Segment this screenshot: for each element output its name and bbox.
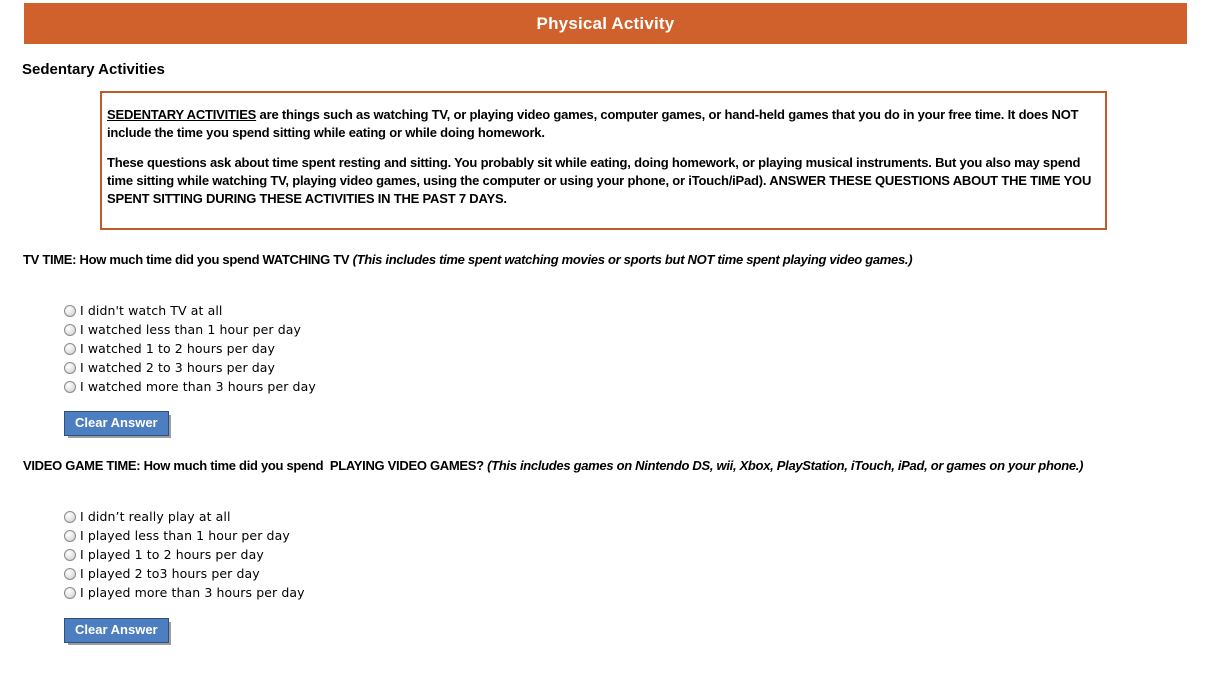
radio-option-row	[64, 358, 1214, 377]
radio-button-icon[interactable]	[64, 305, 76, 317]
radio-button-icon[interactable]	[64, 511, 76, 523]
radio-button-icon[interactable]	[64, 362, 76, 374]
instructions-paragraph-2: These questions ask about time spent resting and sitting. You probably sit while eating, doing homework, or playing musical instruments. But you also may spend time sitting while watching TV, playing video games, using the computer or using your phone, or iTouch/iPad). ANSWER THESE QUESTIONS ABOUT THE TIME YOU SPENT SITTING DURING THESE ACTIVITIES IN THE PAST 7 DAYS.	[107, 155, 1092, 206]
radio-option-label[interactable]: I watched more than 3 hours per day	[80, 379, 316, 394]
radio-option-row	[64, 564, 1214, 583]
radio-button-icon[interactable]	[64, 324, 76, 336]
page-header-banner	[24, 3, 1187, 44]
radio-button-icon[interactable]	[64, 530, 76, 542]
video-game-time-clear-answer-button[interactable]: Clear Answer	[64, 618, 169, 643]
radio-button-icon[interactable]	[64, 381, 76, 393]
radio-button-icon[interactable]	[64, 343, 76, 355]
page-title: Physical Activity	[536, 13, 675, 33]
radio-option-label[interactable]: I played more than 3 hours per day	[80, 585, 305, 600]
radio-button-icon[interactable]	[64, 587, 76, 599]
instructions-lead-term: SEDENTARY ACTIVITIES	[107, 107, 257, 122]
radio-option-row	[64, 301, 1214, 320]
section-title: Sedentary Activities	[22, 61, 165, 78]
radio-option-row	[64, 377, 1214, 396]
question-tv-time-note: (This includes time spent watching movies or sports but NOT time spent playing video games.)	[352, 252, 913, 267]
radio-option-label[interactable]: I didn’t really play at all	[80, 509, 231, 524]
radio-option-row	[64, 320, 1214, 339]
instructions-paragraph-1	[107, 106, 1097, 142]
tv-time-clear-answer-button[interactable]: Clear Answer	[64, 411, 169, 436]
question-tv-time-prompt: TV TIME: How much time did you spend WATCHING TV	[23, 252, 353, 267]
radio-option-row	[64, 583, 1214, 602]
question-video-game-time-prompt: VIDEO GAME TIME: How much time did you spend PLAYING VIDEO GAMES?	[23, 458, 488, 473]
radio-option-label[interactable]: I played less than 1 hour per day	[80, 528, 290, 543]
radio-option-row	[64, 339, 1214, 358]
radio-option-label[interactable]: I watched 2 to 3 hours per day	[80, 360, 276, 375]
tv-time-options-group	[64, 301, 1214, 396]
question-tv-time	[23, 251, 1191, 268]
video-game-time-options-group	[64, 507, 1214, 602]
instructions-box	[100, 91, 1107, 230]
radio-option-label[interactable]: I didn't watch TV at all	[80, 303, 223, 318]
radio-button-icon[interactable]	[64, 568, 76, 580]
radio-option-row	[64, 507, 1214, 526]
instructions-paragraph-1-text: are things such as watching TV, or playing video games, computer games, or hand-held games that you do in your free time. It does NOT include the time you spend sitting while eating or while doing homework.	[107, 107, 1079, 140]
radio-option-row	[64, 545, 1214, 564]
radio-option-label[interactable]: I watched 1 to 2 hours per day	[80, 341, 276, 356]
question-video-game-time-note: (This includes games on Nintendo DS, wii, Xbox, PlayStation, iTouch, iPad, or games on your phone.)	[487, 458, 1084, 473]
radio-option-label[interactable]: I played 1 to 2 hours per day	[80, 547, 264, 562]
question-video-game-time	[23, 457, 1191, 474]
radio-option-label[interactable]: I watched less than 1 hour per day	[80, 322, 302, 337]
radio-button-icon[interactable]	[64, 549, 76, 561]
radio-option-label[interactable]: I played 2 to3 hours per day	[80, 566, 260, 581]
radio-option-row	[64, 526, 1214, 545]
